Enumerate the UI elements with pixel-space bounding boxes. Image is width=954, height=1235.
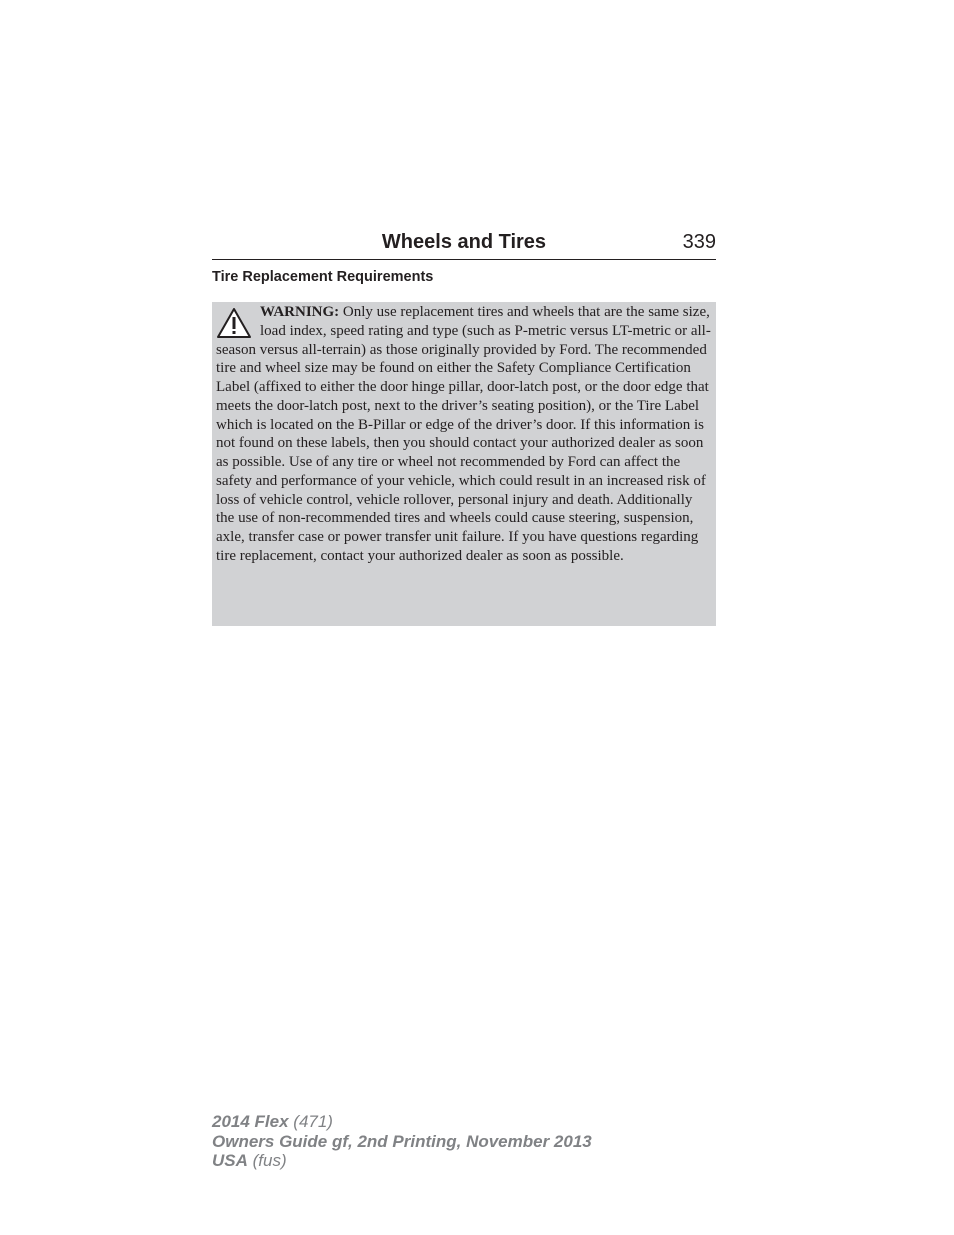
page-number: 339 xyxy=(682,231,716,253)
warning-box xyxy=(212,302,716,626)
chapter-title: Wheels and Tires xyxy=(381,231,547,253)
footer-region: USA xyxy=(212,1151,248,1170)
footer-region-code: (fus) xyxy=(247,1151,287,1170)
footer-guide: Owners Guide gf, 2nd Printing, November 2013 xyxy=(212,1131,592,1151)
footer-model: 2014 Flex xyxy=(212,1112,289,1131)
warning-label: WARNING: xyxy=(260,304,340,320)
section-heading: Tire Replacement Requirements xyxy=(212,269,434,285)
warning-triangle-icon xyxy=(216,307,252,339)
page-footer xyxy=(212,1112,592,1171)
footer-line-model xyxy=(212,1112,592,1132)
footer-line-region xyxy=(212,1151,592,1171)
warning-paragraph xyxy=(216,303,712,566)
page-header xyxy=(212,229,716,260)
warning-body: Only use replacement tires and wheels that are the same size, load index, speed rating and type (such as P-metric versus LT-metric or all-season versus all-terrain) as those originally provided by Ford. The recommended tire and wheel size may be found on either the Safety Compliance Certification Label (affixed to either the door hinge pillar, door-latch post, or the door edge that meets the door-latch post, next to the driver’s seating position), or the Tire Label which is located on the B-Pillar or edge of the driver’s door. If this information is not found on these labels, then you should contact your authorized dealer as soon as possible. Use of any tire or wheel not recommended by Ford can affect the safety and performance of your vehicle, which could result in an increased risk of loss of vehicle control, vehicle rollover, personal injury and death. Additionally the use of non-recommended tires and wheels could cause steering, suspension, axle, transfer case or power transfer unit failure. If you have questions regarding tire replacement, contact your authorized dealer as soon as possible. xyxy=(216,304,711,564)
footer-model-code: (471) xyxy=(288,1112,333,1131)
